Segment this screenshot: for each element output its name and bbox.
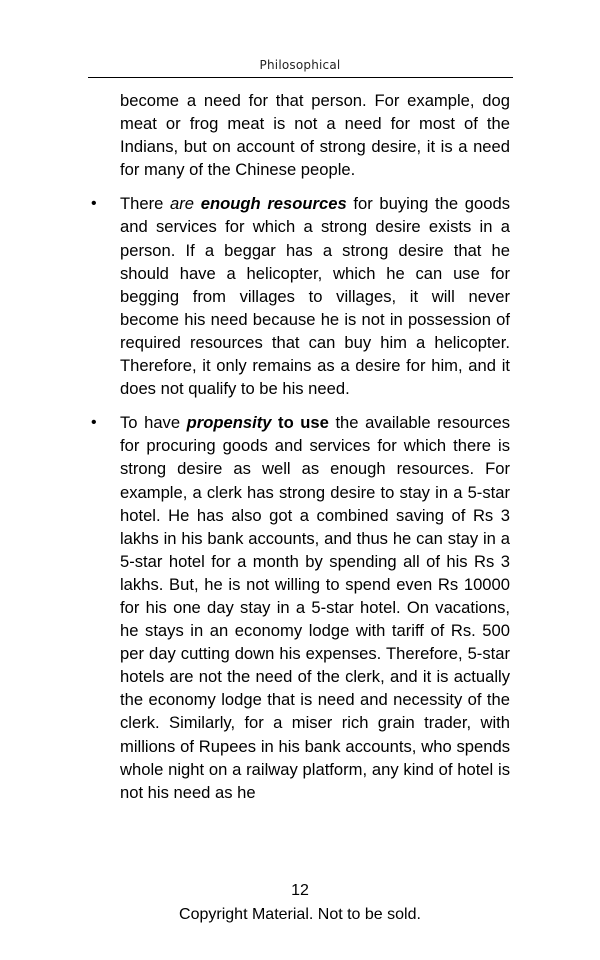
item-lead-text: To have: [120, 413, 187, 433]
item-space: [194, 194, 201, 213]
item-body-text: for buying the goods and services for which a strong desire exists in a person. If a beggar has a strong desire that he should have a helicopter, which he can use for begging from villages to villages, it will never become his need because he is not in possession of required resources that can buy him a helicopter. Therefore, it only remains as a desire for him, and it does not qualify to be his need.: [120, 194, 510, 399]
item-emphasis-bold-italic: enough resources: [200, 194, 347, 214]
item-emphasis-bold: to use: [278, 413, 329, 433]
running-header: Philosophical: [259, 58, 341, 72]
item-emphasis-italic: are: [170, 194, 195, 214]
bullet-item-resources: [91, 192, 510, 400]
bullet-item-propensity: [91, 411, 510, 804]
item-lead-text: There: [120, 194, 171, 214]
header-rule: [88, 77, 513, 78]
bullet-marker: •: [91, 414, 97, 432]
item-emphasis-bold-italic: propensity: [186, 413, 272, 433]
page-number: 12: [291, 882, 309, 899]
bullet-marker: •: [91, 195, 97, 213]
copyright-notice: Copyright Material. Not to be sold.: [179, 906, 421, 923]
page-body: [91, 89, 510, 804]
continuation-paragraph: become a need for that person. For example, dog meat or frog meat is not a need for most of the Indians, but on account of strong desire, it is a need for many of the Chinese people.: [120, 91, 510, 180]
item-body-text: the available resources for procuring goods and services for which there is strong desire as well as enough resources. For example, a clerk has strong desire to stay in a 5-star hotel. He has also got a combined saving of Rs 3 lakhs in his bank accounts, and thus he can stay in a 5-star hotel for a month by spending all of his Rs 3 lakhs. But, he is not willing to spend even Rs 10000 for his one day stay in a 5-star hotel. On vacations, he stays in an economy lodge with tariff of Rs. 500 per day cutting down his expenses. Therefore, 5-star hotels are not the need of the clerk, and it is actually the economy lodge that is need and necessity of the clerk. Similarly, for a miser rich grain trader, with millions of Rupees in his bank accounts, who spends whole night on a railway platform, any kind of hotel is not his need as he: [120, 413, 510, 802]
